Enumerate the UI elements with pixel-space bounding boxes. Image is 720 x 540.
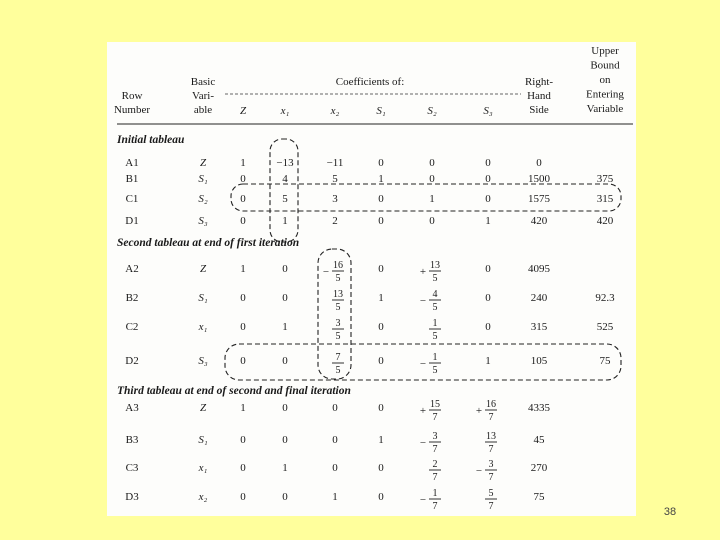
tableau-body bbox=[116, 134, 615, 512]
row-a3-s2-denominator: 7 bbox=[432, 412, 438, 423]
row-c2-label: C2 bbox=[125, 321, 139, 333]
row-a3-x2: 0 bbox=[332, 402, 338, 414]
row-c2-z: 0 bbox=[240, 321, 246, 333]
row-d3-s3 bbox=[485, 488, 497, 512]
row-a2-s2-denominator: 5 bbox=[432, 273, 438, 284]
row-a2-z: 1 bbox=[240, 263, 246, 275]
header-upper-bound: Bound bbox=[590, 59, 620, 72]
header-upper-bound: Entering bbox=[586, 88, 624, 101]
row-d3-z: 0 bbox=[240, 491, 246, 503]
row-b2-basic-variable: S₁ bbox=[198, 292, 208, 304]
row-d3-s3-numerator: 5 bbox=[488, 488, 494, 499]
row-b1-s2: 0 bbox=[429, 173, 435, 185]
row-d2-x2-denominator: 5 bbox=[335, 365, 341, 376]
row-d3-s2-denominator: 7 bbox=[432, 501, 438, 512]
row-a2-basic-variable: Z bbox=[199, 263, 207, 275]
row-b2-x2-denominator: 5 bbox=[335, 302, 341, 313]
row-b2-z: 0 bbox=[240, 292, 246, 304]
row-a3-s3-denominator: 7 bbox=[488, 412, 494, 423]
row-d1-x2: 2 bbox=[332, 215, 338, 227]
row-b1-x2: 5 bbox=[332, 173, 338, 185]
row-a2-s3: 0 bbox=[485, 263, 491, 275]
row-c2-x2-numerator: 3 bbox=[335, 318, 341, 329]
row-b2-s2-numerator: 4 bbox=[432, 289, 438, 300]
row-c2-s2-numerator: 1 bbox=[432, 318, 438, 329]
row-b3-s3-numerator: 13 bbox=[486, 431, 496, 442]
row-d2-rhs: 105 bbox=[530, 355, 548, 367]
row-a3-s1: 0 bbox=[378, 402, 384, 414]
row-c1-label: C1 bbox=[125, 193, 139, 205]
row-b2-s2-sign: − bbox=[419, 295, 427, 307]
row-c3-s2-denominator: 7 bbox=[432, 472, 438, 483]
row-d1-s2: 0 bbox=[429, 215, 435, 227]
row-d2-s2-denominator: 5 bbox=[432, 365, 438, 376]
row-b3-s3 bbox=[485, 431, 497, 455]
row-a2-rhs: 4095 bbox=[528, 263, 550, 275]
row-b3-x2: 0 bbox=[332, 434, 338, 446]
row-d1-s1: 0 bbox=[378, 215, 384, 227]
section-title: Second tableau at end of first iteration bbox=[117, 237, 300, 249]
row-a1-s2: 0 bbox=[429, 157, 435, 169]
row-b3-basic-variable: S₁ bbox=[198, 434, 208, 446]
header-column-s1: S₁ bbox=[376, 105, 386, 117]
row-a2-x2-denominator: 5 bbox=[335, 273, 341, 284]
header-right-hand-side: Right- bbox=[524, 76, 554, 88]
header-column-s2: S₂ bbox=[427, 105, 437, 117]
row-c2-basic-variable: x₁ bbox=[198, 321, 208, 333]
row-c2-bound: 525 bbox=[596, 321, 614, 333]
row-c2-rhs: 315 bbox=[530, 321, 548, 333]
row-b1-label: B1 bbox=[125, 173, 139, 185]
row-c3-s3-numerator: 3 bbox=[488, 459, 494, 470]
row-a3-s2 bbox=[420, 399, 441, 423]
row-c1-s1: 0 bbox=[378, 193, 384, 205]
row-c3-s1: 0 bbox=[378, 462, 384, 474]
header-coefficients: Coefficients of: bbox=[335, 76, 405, 88]
row-c3-z: 0 bbox=[240, 462, 246, 474]
row-d1-bound: 420 bbox=[596, 215, 614, 227]
row-c2-s2-denominator: 5 bbox=[432, 331, 438, 342]
simplex-tableau bbox=[107, 42, 636, 516]
row-d1-s3: 1 bbox=[485, 215, 491, 227]
row-b1-rhs: 1500 bbox=[528, 173, 550, 185]
row-c1-rhs: 1575 bbox=[528, 193, 550, 205]
row-a1-basic-variable: Z bbox=[199, 157, 207, 169]
row-c3-s3 bbox=[476, 459, 497, 483]
row-a2-s2 bbox=[420, 260, 441, 284]
row-c2-s3: 0 bbox=[485, 321, 491, 333]
row-d2-x2-numerator: 7 bbox=[335, 352, 341, 363]
slide-number: 38 bbox=[663, 506, 677, 518]
row-b3-s1: 1 bbox=[378, 434, 384, 446]
header-upper-bound: Variable bbox=[586, 103, 624, 115]
row-b2-bound: 92.3 bbox=[595, 292, 615, 304]
row-c1-z: 0 bbox=[240, 193, 246, 205]
header-row-number: Number bbox=[113, 104, 151, 116]
row-b2-s2 bbox=[420, 289, 441, 313]
row-b2-s1: 1 bbox=[378, 292, 384, 304]
row-c2-s2 bbox=[429, 318, 441, 342]
row-b1-x1: 4 bbox=[282, 173, 288, 185]
row-b3-s2-denominator: 7 bbox=[432, 444, 438, 455]
row-c1-s2: 1 bbox=[429, 193, 435, 205]
row-b1-basic-variable: S₁ bbox=[198, 173, 208, 185]
section-title: Initial tableau bbox=[117, 134, 185, 146]
row-b3-label: B3 bbox=[125, 434, 139, 446]
row-d2-z: 0 bbox=[240, 355, 246, 367]
row-b3-z: 0 bbox=[240, 434, 246, 446]
row-d2-s2-numerator: 1 bbox=[432, 352, 438, 363]
header-column-z: Z bbox=[239, 105, 247, 117]
scanned-tableau-image bbox=[107, 42, 636, 516]
row-c3-basic-variable: x₁ bbox=[198, 462, 208, 474]
row-d2-x1: 0 bbox=[282, 355, 288, 367]
header-column-s3: S₃ bbox=[483, 105, 493, 117]
row-b1-s3: 0 bbox=[485, 173, 491, 185]
row-b3-s2 bbox=[420, 431, 441, 455]
row-d3-x2: 1 bbox=[332, 491, 338, 503]
row-a3-x1: 0 bbox=[282, 402, 288, 414]
row-c2-x1: 1 bbox=[282, 321, 288, 333]
row-a2-s1: 0 bbox=[378, 263, 384, 275]
row-a1-rhs: 0 bbox=[536, 157, 542, 169]
row-d1-x1: 1 bbox=[282, 215, 288, 227]
row-d2-s2 bbox=[420, 352, 441, 376]
row-d2-s2-sign: − bbox=[419, 358, 427, 370]
section-title: Third tableau at end of second and final iteration bbox=[117, 385, 351, 397]
row-c1-x2: 3 bbox=[332, 193, 338, 205]
row-d2-basic-variable: S₃ bbox=[198, 355, 208, 367]
row-c1-x1: 5 bbox=[282, 193, 288, 205]
row-a3-s3 bbox=[476, 399, 497, 423]
header-basic-variable: able bbox=[193, 104, 213, 116]
row-c3-label: C3 bbox=[125, 462, 139, 474]
row-a1-s1: 0 bbox=[378, 157, 384, 169]
row-d1-z: 0 bbox=[240, 215, 246, 227]
row-d2-x2 bbox=[332, 352, 344, 376]
row-a1-s3: 0 bbox=[485, 157, 491, 169]
header-upper-bound: Upper bbox=[591, 45, 619, 57]
row-d3-basic-variable: x₂ bbox=[198, 491, 208, 503]
row-c3-s2 bbox=[429, 459, 441, 483]
row-b2-s3: 0 bbox=[485, 292, 491, 304]
row-b3-s3-denominator: 7 bbox=[488, 444, 494, 455]
row-c3-x1: 1 bbox=[282, 462, 288, 474]
row-a3-s3-numerator: 16 bbox=[486, 399, 496, 410]
row-a3-s2-sign: + bbox=[419, 405, 427, 417]
row-b3-s2-sign: − bbox=[419, 437, 427, 449]
header-right-hand-side: Side bbox=[529, 104, 549, 116]
row-d1-label: D1 bbox=[125, 215, 139, 227]
column-headers bbox=[114, 45, 624, 117]
row-d3-s2-numerator: 1 bbox=[432, 488, 438, 499]
row-d2-label: D2 bbox=[125, 355, 139, 367]
row-d2-s1: 0 bbox=[378, 355, 384, 367]
row-c1-s3: 0 bbox=[485, 193, 491, 205]
row-b2-x2 bbox=[332, 289, 344, 313]
row-d3-x1: 0 bbox=[282, 491, 288, 503]
row-c3-s3-denominator: 7 bbox=[488, 472, 494, 483]
row-d3-s3-denominator: 7 bbox=[488, 501, 494, 512]
row-d3-s2-sign: − bbox=[419, 494, 427, 506]
row-a3-z: 1 bbox=[240, 402, 246, 414]
row-d1-rhs: 420 bbox=[530, 215, 548, 227]
row-c2-x2 bbox=[332, 318, 344, 342]
row-a2-s2-sign: + bbox=[419, 266, 427, 278]
row-a1-x2: −11 bbox=[326, 157, 344, 169]
row-b2-x2-numerator: 13 bbox=[333, 289, 343, 300]
header-row-number: Row bbox=[121, 90, 143, 102]
row-c3-rhs: 270 bbox=[530, 462, 548, 474]
row-b3-rhs: 45 bbox=[533, 434, 545, 446]
pivot-row-outline-1 bbox=[231, 184, 621, 211]
header-column-x2: x₂ bbox=[330, 105, 340, 117]
row-c2-s1: 0 bbox=[378, 321, 384, 333]
row-a2-x1: 0 bbox=[282, 263, 288, 275]
row-a2-label: A2 bbox=[125, 263, 139, 275]
row-d3-s1: 0 bbox=[378, 491, 384, 503]
row-d2-bound: 75 bbox=[599, 355, 611, 367]
row-a2-x2 bbox=[323, 260, 344, 284]
row-b2-x1: 0 bbox=[282, 292, 288, 304]
row-a3-s2-numerator: 15 bbox=[430, 399, 440, 410]
row-b1-z: 0 bbox=[240, 173, 246, 185]
row-c3-x2: 0 bbox=[332, 462, 338, 474]
row-b3-s2-numerator: 3 bbox=[432, 431, 438, 442]
row-b3-x1: 0 bbox=[282, 434, 288, 446]
row-b2-label: B2 bbox=[125, 292, 139, 304]
row-d3-label: D3 bbox=[125, 491, 139, 503]
row-a2-x2-sign: − bbox=[322, 266, 330, 278]
row-b2-s2-denominator: 5 bbox=[432, 302, 438, 313]
row-a1-label: A1 bbox=[125, 157, 139, 169]
row-a1-z: 1 bbox=[240, 157, 246, 169]
row-b1-bound: 375 bbox=[596, 173, 614, 185]
row-d2-s3: 1 bbox=[485, 355, 491, 367]
row-d1-basic-variable: S₃ bbox=[198, 215, 208, 227]
header-basic-variable: Basic bbox=[190, 76, 216, 88]
row-c2-x2-denominator: 5 bbox=[335, 331, 341, 342]
row-c1-bound: 315 bbox=[596, 193, 614, 205]
row-d3-rhs: 75 bbox=[533, 491, 545, 503]
row-c3-s2-numerator: 2 bbox=[432, 459, 438, 470]
row-b1-s1: 1 bbox=[378, 173, 384, 185]
row-a3-basic-variable: Z bbox=[199, 402, 207, 414]
header-basic-variable: Vari- bbox=[192, 90, 214, 102]
row-a3-rhs: 4335 bbox=[528, 402, 550, 414]
row-a2-s2-numerator: 13 bbox=[430, 260, 440, 271]
header-right-hand-side: Hand bbox=[527, 90, 551, 102]
row-a3-s3-sign: + bbox=[475, 405, 483, 417]
row-d3-s2 bbox=[420, 488, 441, 512]
header-column-x1: x₁ bbox=[280, 105, 290, 117]
header-upper-bound: on bbox=[599, 74, 611, 86]
row-a3-label: A3 bbox=[125, 402, 139, 414]
row-c1-basic-variable: S₂ bbox=[198, 193, 208, 205]
row-a1-x1: −13 bbox=[276, 157, 294, 169]
row-a2-x2-numerator: 16 bbox=[333, 260, 343, 271]
row-c3-s3-sign: − bbox=[475, 465, 483, 477]
row-b2-rhs: 240 bbox=[530, 292, 548, 304]
